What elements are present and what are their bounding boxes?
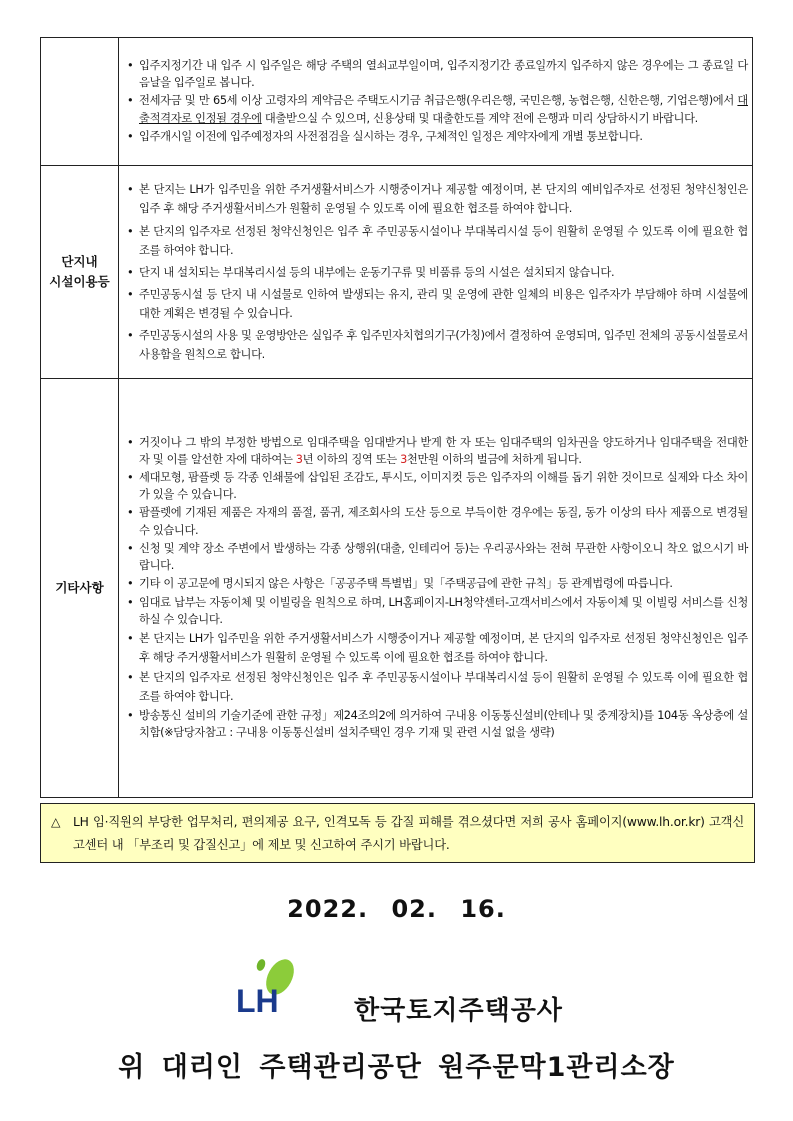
row-header-empty	[41, 38, 119, 166]
list-item-penalty	[125, 434, 748, 468]
list-item-loan	[125, 92, 748, 126]
row-content-top	[119, 38, 753, 166]
list-item: • 신청 및 계약 장소 주변에서 발생하는 각종 상행위(대출, 인테리어 등)는 우리공사와는 전혀 무관한 사항이오니 착오 없으시기 바랍니다.	[125, 540, 748, 574]
notice-table	[40, 37, 753, 798]
logo-text: LH	[236, 983, 279, 1019]
list-item: • 세대모형, 팜플렛 등 각종 인쇄물에 삽입된 조감도, 투시도, 이미지컷 등은 입주자의 이해를 돕기 위한 것이므로 실제와 다소 차이가 있을 수 있습니다.	[125, 469, 748, 503]
gapjil-notice-box	[40, 803, 755, 863]
list-item: • 주민공동시설의 사용 및 운영방안은 실입주 후 입주민자치협의기구(가칭)에서 결정하여 운영되며, 입주민 전체의 공동시설물로서 사용함을 원칙으로 합니다.	[125, 326, 748, 364]
lh-logo	[228, 950, 338, 1020]
row-content-facility	[119, 166, 753, 379]
facility-label-line1: 단지내	[61, 254, 98, 269]
loan-text-2: 대출받으실 수 있으며, 신용상태 및 대출한도를 계약 전에 은행과 미리 상담하시기 바랍니다.	[261, 111, 698, 125]
row-header-other: 기타사항	[41, 379, 119, 798]
triangle-icon: △	[51, 815, 61, 829]
row-content-other	[119, 379, 753, 798]
list-item: • 본 단지는 LH가 입주민을 위한 주거생활서비스가 시행중이거나 제공할 예정이며, 본 단지의 예비입주자로 선정된 청약신청인은 입주 후 해당 주거생활서비스가 원활히 운영될 수 있도록 이에 필요한 협조를 하여야 합니다.	[125, 180, 748, 218]
notice-text: LH 임·직원의 부당한 업무처리, 편의제공 요구, 인격모독 등 갑질 피해를 겪으셨다면 저희 공사 홈페이지(www.lh.or.kr) 고객신고센터 내 「부조리 및 갑질신고」에 제보 및 신고하여 주시기 바랍니다.	[73, 815, 744, 852]
penalty-text-1: 거짓이나 그 밖의 부정한 방법으로 임대주택을 임대받거나 받게 한 자 또는 임대주택의 임차권을 양도하거나 임대주택을 전대한 자 및 이를 알선한 자에 대하여는	[139, 435, 748, 466]
list-item: • 방송통신 설비의 기술기준에 관한 규정」제24조의2에 의거하여 구내용 이동통신설비(안테나 및 중계장치)를 104동 옥상층에 설치함(※담당자참고 : 구내용 이동통신설비 설치주택인 경우 기재 및 관련 시설 없을 생략)	[125, 707, 748, 741]
penalty-years: 3	[295, 452, 303, 466]
table-row	[41, 38, 753, 166]
list-item: • 임대료 납부는 자동이체 및 이빌링을 원칙으로 하며, LH홈페이지-LH청약센터-고객서비스에서 자동이체 및 이빌링 서비스를 신청하실 수 있습니다.	[125, 594, 748, 628]
row-header-facility	[41, 166, 119, 379]
loan-underlined: 대출적격자로 인정될 경우에	[139, 94, 748, 125]
list-item: • 입주지정기간 내 입주 시 입주일은 해당 주택의 열쇠교부일이며, 입주지정기간 종료일까지 입주하지 않은 경우에는 그 종료일 다음날을 입주일로 봅니다.	[125, 57, 748, 91]
list-item: • 본 단지는 LH가 입주민을 위한 주거생활서비스가 시행중이거나 제공할 예정이며, 본 단지의 입주자로 선정된 청약신청인은 입주 후 해당 주거생활서비스가 원활히 운영될 수 있도록 이에 필요한 협조를 하여야 합니다.	[125, 629, 748, 667]
list-item: • 팜플렛에 기재된 제품은 자재의 품절, 품귀, 제조회사의 도산 등으로 부득이한 경우에는 동질, 동가 이상의 타사 제품으로 변경될 수 있습니다.	[125, 504, 748, 538]
facility-label-line2: 시설이용등	[49, 274, 110, 289]
announcement-date: 2022. 02. 16.	[287, 895, 506, 923]
penalty-text-3: 천만원 이하의 벌금에 처하게 됩니다.	[406, 452, 582, 466]
table-row	[41, 166, 753, 379]
list-item: • 본 단지의 입주자로 선정된 청약신청인은 입주 후 주민공동시설이나 부대복리시설 등이 원활히 운영될 수 있도록 이에 필요한 협조를 하여야 합니다.	[125, 222, 748, 260]
agent-name: 위 대리인 주택관리공단 원주문막1관리소장	[118, 1052, 675, 1083]
penalty-text-2: 년 이하의 징역 또는	[302, 452, 401, 466]
list-item: • 기타 이 공고문에 명시되지 않은 사항은「공공주택 특별법」및「주택공급에 관한 규칙」등 관계법령에 따릅니다.	[125, 575, 748, 592]
organization-name: 한국토지주택공사	[354, 996, 563, 1026]
penalty-amount: 3	[400, 452, 407, 466]
loan-text-1: 전세자금 및 만 65세 이상 고령자의 계약금은 주택도시기금 취급은행(우리은행, 국민은행, 농협은행, 신한은행, 기업은행)에서	[139, 94, 738, 108]
lh-logo-icon	[228, 950, 338, 1020]
table-row	[41, 379, 753, 798]
list-item: • 단지 내 설치되는 부대복리시설 등의 내부에는 운동기구류 및 비품류 등의 시설은 설치되지 않습니다.	[125, 263, 748, 282]
list-item: • 주민공동시설 등 단지 내 시설물로 인하여 발생되는 유지, 관리 및 운영에 관한 일체의 비용은 입주자가 부담해야 하며 시설물에 대한 계획은 변경될 수 있습니다.	[125, 285, 748, 323]
list-item: • 본 단지의 입주자로 선정된 청약신청인은 입주 후 주민공동시설이나 부대복리시설 등이 원활히 운영될 수 있도록 이에 필요한 협조를 하여야 합니다.	[125, 668, 748, 706]
list-item: • 입주개시일 이전에 입주예정자의 사전점검을 실시하는 경우, 구체적인 일정은 계약자에게 개별 통보합니다.	[125, 128, 748, 145]
